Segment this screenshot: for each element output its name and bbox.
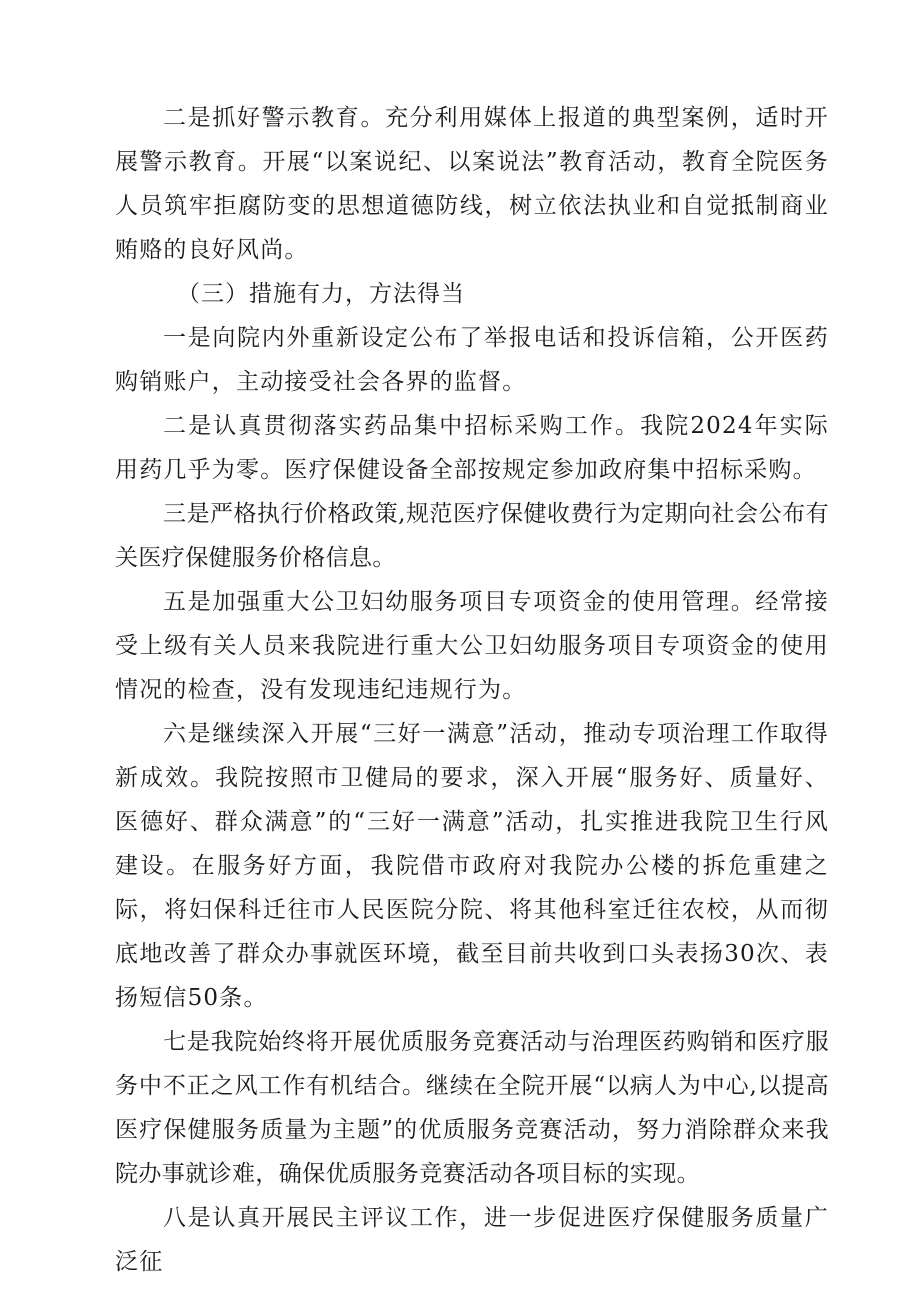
paragraph-special-funds: 五是加强重大公卫妇幼服务项目专项资金的使用管理。经常接受上级有关人员来我院进行重大公卫妇幼服务项目专项资金的使用情况的检查，没有发现违纪违规行为。 <box>115 589 829 703</box>
document-body <box>115 96 829 1284</box>
paragraph-warning-education: 二是抓好警示教育。充分利用媒体上报道的典型案例，适时开展警示教育。开展“以案说纪、以案说法”教育活动，教育全院医务人员筑牢拒腐防变的思想道德防线，树立依法执业和自觉抵制商业贿赂的良好风尚。 <box>115 105 829 263</box>
paragraph-democratic-review: 八是认真开展民主评议工作，进一步促进医疗保健服务质量广泛征 <box>115 1205 829 1275</box>
section-heading-measures: （三）措施有力，方法得当 <box>177 281 465 307</box>
paragraph-pricing-policy: 三是严格执行价格政策,规范医疗保健收费行为定期向社会公布有关医疗保健服务价格信息。 <box>115 501 829 571</box>
paragraph-quality-service-competition: 七是我院始终将开展优质服务竞赛活动与治理医药购销和医疗服务中不正之风工作有机结合。继续在全院开展“以病人为中心,以提高医疗保健服务质量为主题”的优质服务竞赛活动，努力消除群众来我院办事就诊难，确保优质服务竞赛活动各项目标的实现。 <box>115 1029 829 1187</box>
paragraph-report-hotline: 一是向院内外重新设定公布了举报电话和投诉信箱，公开医药购销账户，主动接受社会各界的监督。 <box>115 325 829 395</box>
paragraph-three-good-one-satisfied: 六是继续深入开展“三好一满意”活动，推动专项治理工作取得新成效。我院按照市卫健局的要求，深入开展“服务好、质量好、医德好、群众满意”的“三好一满意”活动，扎实推进我院卫生行风建设。在服务好方面，我院借市政府对我院办公楼的拆危重建之际，将妇保科迁往市人民医院分院、将其他科室迁往农校，从而彻底地改善了群众办事就医环境，截至目前共收到口头表扬30次、表扬短信50条。 <box>115 721 829 1011</box>
paragraph-centralized-procurement: 二是认真贯彻落实药品集中招标采购工作。我院2024年实际用药几乎为零。医疗保健设备全部按规定参加政府集中招标采购。 <box>115 413 829 483</box>
